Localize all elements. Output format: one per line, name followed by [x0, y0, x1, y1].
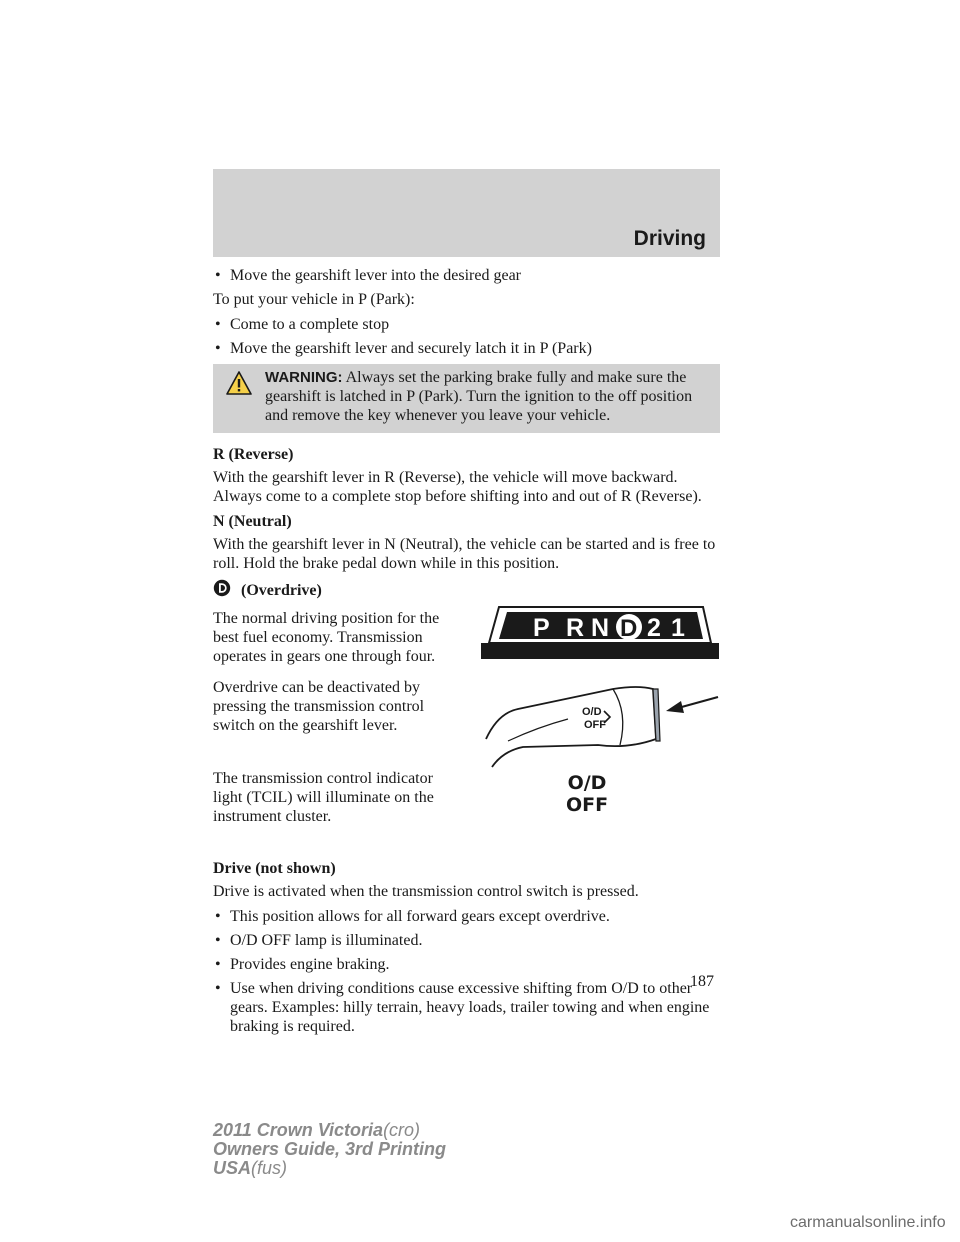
drive-heading: Drive (not shown): [213, 860, 336, 877]
neutral-heading: N (Neutral): [213, 513, 292, 530]
warning-box: [213, 364, 720, 433]
list-item: [213, 315, 720, 334]
list-item-text: This position allows for all forward gears except overdrive.: [230, 908, 610, 925]
list-item: [213, 907, 720, 926]
neutral-text: With the gearshift lever in N (Neutral), the vehicle can be started and is free to roll. Hold the brake pedal down while in this position.: [213, 536, 716, 572]
site-watermark[interactable]: carmanualsonline.info: [790, 1214, 946, 1231]
overdrive-paragraph-3: The transmission control indicator light (TCIL) will illuminate on the instrument cluster.: [213, 770, 434, 825]
list-item-text: Use when driving conditions cause excessive shifting from O/D to other gears. Examples: hilly terrain, heavy loads, trailer towing and when engine braking is required.: [230, 980, 710, 1035]
list-item: [213, 931, 720, 950]
list-item: [213, 979, 720, 1036]
list-item: [213, 339, 720, 358]
reverse-heading: R (Reverse): [213, 446, 294, 463]
document-footer: [213, 1121, 446, 1178]
footer-guide: Owners Guide, 3rd Printing: [213, 1139, 447, 1159]
page-number: 187: [690, 973, 714, 990]
footer-market: USA: [213, 1158, 252, 1178]
bullet-dot: •: [215, 267, 221, 284]
page-content: [213, 266, 720, 1041]
drive-lead: Drive is activated when the transmission control switch is pressed.: [213, 883, 639, 900]
warning-text: Always set the parking brake fully and make sure the gearshift is latched in P (Park). Turn the ignition to the off position and remove the key whenever you leave your vehicle.: [265, 369, 693, 424]
warning-label: WARNING:: [265, 369, 343, 386]
lever-switch-label-bottom: OFF: [584, 719, 606, 731]
bullet-dot: •: [215, 340, 221, 357]
bullet-dot: •: [215, 980, 221, 997]
prndl-1: 1: [671, 614, 685, 642]
list-item-text: Move the gearshift lever into the desired gear: [230, 267, 521, 284]
overdrive-d-icon: [213, 579, 231, 602]
pointer-arrow-icon: [666, 701, 684, 713]
overdrive-paragraph-2: Overdrive can be deactivated by pressing the transmission control switch on the gearshift lever.: [213, 679, 425, 734]
footer-market-code: (fus): [251, 1158, 288, 1178]
reverse-text: With the gearshift lever in R (Reverse), the vehicle will move backward. Always come to a complete stop before shifting into and out of R (Reverse).: [213, 469, 702, 505]
list-item: [213, 266, 720, 285]
list-item-text: Provides engine braking.: [230, 956, 390, 973]
chevron-right-icon: [604, 711, 610, 723]
section-header-band: [213, 169, 720, 257]
list-item-text: Come to a complete stop: [230, 316, 390, 333]
warning-triangle-icon: [226, 371, 252, 400]
list-item-text: O/D OFF lamp is illuminated.: [230, 932, 423, 949]
overdrive-figure-block: [213, 609, 720, 859]
bullet-dot: •: [215, 932, 221, 949]
indicator-label-top: O/D: [567, 772, 607, 794]
overdrive-paragraph-1: The normal driving position for the best fuel economy. Transmission operates in gears one through four.: [213, 610, 440, 665]
prndl-d: D: [620, 615, 638, 642]
indicator-label-bottom: OFF: [565, 794, 609, 816]
prndl-n: N: [591, 614, 610, 642]
bullet-dot: •: [215, 908, 221, 925]
bullet-dot: •: [215, 956, 221, 973]
park-lead: To put your vehicle in P (Park):: [213, 291, 415, 308]
footer-model-code: (cro): [383, 1120, 421, 1140]
prndl-indicator-figure: [481, 603, 721, 661]
bullet-dot: •: [215, 316, 221, 333]
prndl-r: R: [566, 614, 585, 642]
gearshift-lever-figure: [478, 683, 723, 773]
section-title: Driving: [633, 227, 706, 250]
footer-model: 2011 Crown Victoria: [213, 1120, 384, 1140]
overdrive-heading-row: [213, 579, 720, 602]
prndl-p: P: [533, 614, 550, 642]
od-off-indicator-figure: [546, 772, 628, 816]
prndl-2: 2: [647, 614, 661, 642]
lever-switch-label-top: O/D: [582, 706, 602, 718]
overdrive-heading: (Overdrive): [241, 582, 322, 599]
list-item: [213, 955, 720, 974]
pointer-arrow-line: [678, 697, 718, 708]
list-item-text: Move the gearshift lever and securely latch it in P (Park): [230, 340, 592, 357]
